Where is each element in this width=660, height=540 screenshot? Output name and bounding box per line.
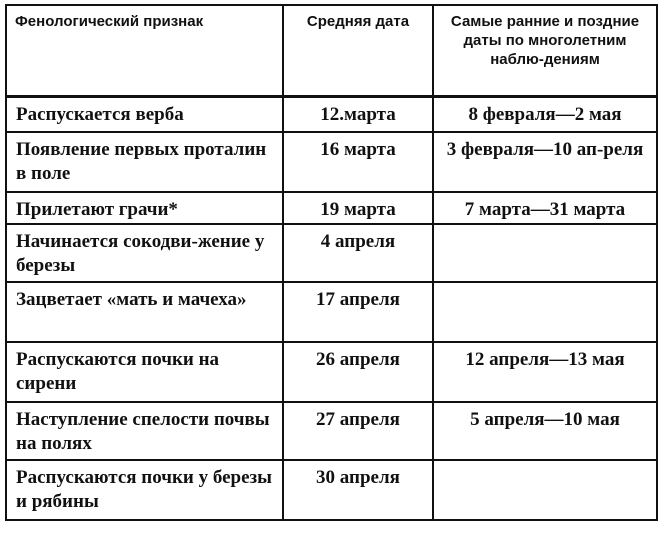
table-row (6, 96, 657, 132)
row-sign: Прилетают грачи* (6, 192, 283, 224)
row-range-dates: 7 марта—31 марта (433, 192, 657, 224)
row-avg-date: 12.марта (283, 96, 433, 132)
row-sign: Появление первых проталин в поле (6, 132, 283, 192)
header-range-dates: Самые ранние и поздние даты по многолетним наблю-дениям (433, 5, 657, 96)
table-header (6, 5, 657, 96)
row-sign: Распускается верба (6, 96, 283, 132)
row-range-dates (433, 282, 657, 342)
row-avg-date: 4 апреля (283, 224, 433, 282)
row-avg-date: 17 апреля (283, 282, 433, 342)
row-sign: Начинается сокодви-жение у березы (6, 224, 283, 282)
row-avg-date: 19 марта (283, 192, 433, 224)
header-row (6, 5, 657, 96)
row-avg-date: 30 апреля (283, 460, 433, 520)
table-row (6, 460, 657, 520)
row-avg-date: 16 марта (283, 132, 433, 192)
row-sign: Распускаются почки на сирени (6, 342, 283, 402)
table-row (6, 192, 657, 224)
table-row (6, 282, 657, 342)
row-sign: Зацветает «мать и мачеха» (6, 282, 283, 342)
header-sign: Фенологический признак (6, 5, 283, 96)
row-range-dates: 3 февраля—10 ап-реля (433, 132, 657, 192)
row-sign: Наступление спелости почвы на полях (6, 402, 283, 460)
row-sign: Распускаются почки у березы и рябины (6, 460, 283, 520)
row-avg-date: 27 апреля (283, 402, 433, 460)
table-row (6, 224, 657, 282)
row-range-dates (433, 224, 657, 282)
row-avg-date: 26 апреля (283, 342, 433, 402)
row-range-dates: 5 апреля—10 мая (433, 402, 657, 460)
table-body (6, 96, 657, 520)
table-row (6, 342, 657, 402)
phenology-table (5, 4, 658, 521)
row-range-dates (433, 460, 657, 520)
row-range-dates: 8 февраля—2 мая (433, 96, 657, 132)
row-range-dates: 12 апреля—13 мая (433, 342, 657, 402)
table-row (6, 402, 657, 460)
table-row (6, 132, 657, 192)
header-avg-date: Средняя дата (283, 5, 433, 96)
